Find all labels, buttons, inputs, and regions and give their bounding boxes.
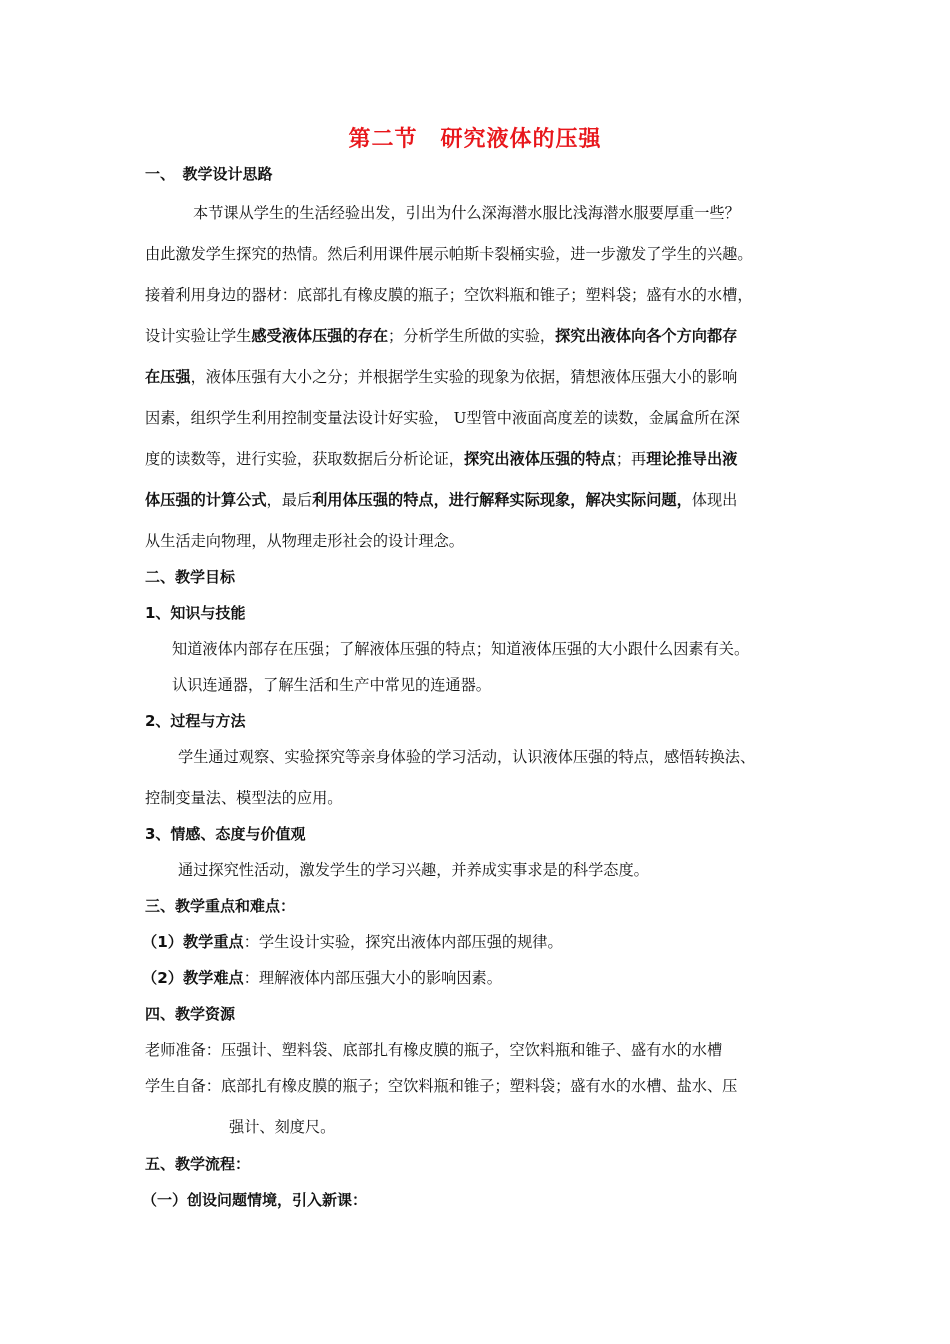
focus-text: ：学生设计实验，探究出液体内部压强的规律。 xyxy=(243,933,563,951)
difficulty-label: （2）教学难点 xyxy=(142,969,244,987)
text-span: ；再 xyxy=(615,450,647,468)
section-heading-focus: 三、教学重点和难点： xyxy=(145,897,296,915)
section-heading-resources: 四、教学资源 xyxy=(145,1005,236,1023)
emphasis-text: 探究出液体向各个方向都存 xyxy=(555,327,738,345)
paragraph-line xyxy=(145,489,737,510)
text-span: ，最后 xyxy=(266,491,313,509)
emphasis-text: 体压强的计算公式 xyxy=(145,491,267,509)
text-span: ，液体压强有大小之分；并根据学生实验的现象为依据，猜想液体压强大小的影响 xyxy=(190,368,738,386)
subheading-attitude: 3、情感、态度与价值观 xyxy=(145,825,306,843)
paragraph-line: 通过探究性活动，激发学生的学习兴趣，并养成实事求是的科学态度。 xyxy=(178,861,649,879)
paragraph-line: 控制变量法、模型法的应用。 xyxy=(145,789,343,807)
page-title: 第二节 研究液体的压强 xyxy=(348,127,602,152)
text-span: 体现出 xyxy=(691,491,738,509)
text-span: 度的读数等，进行实验，获取数据后分析论证， xyxy=(145,450,464,468)
subheading-knowledge: 1、知识与技能 xyxy=(145,604,246,622)
focus-item xyxy=(142,931,563,952)
subheading-process: 2、过程与方法 xyxy=(145,712,246,730)
emphasis-text: 在压强 xyxy=(145,368,191,386)
section-heading-goals: 二、教学目标 xyxy=(145,568,236,586)
paragraph-line: 强计、刻度尺。 xyxy=(229,1118,336,1136)
paragraph-line xyxy=(145,325,737,346)
paragraph-line xyxy=(145,366,737,387)
paragraph-line: 学生自备：底部扎有橡皮膜的瓶子；空饮料瓶和锥子；塑料袋；盛有水的水槽、盐水、压 xyxy=(145,1077,738,1095)
section-heading-flow: 五、教学流程： xyxy=(145,1155,251,1173)
paragraph-line: 由此激发学生探究的热情。然后利用课件展示帕斯卡裂桶实验，进一步激发了学生的兴趣。 xyxy=(145,245,753,263)
paragraph-line: 认识连通器，了解生活和生产中常见的连通器。 xyxy=(172,676,491,694)
paragraph-line xyxy=(145,448,737,469)
emphasis-text: 利用体压强的特点，进行解释实际现象，解决实际问题， xyxy=(312,491,692,509)
paragraph-line: 本节课从学生的生活经验出发，引出为什么深海潜水服比浅海潜水服要厚重一些？ xyxy=(193,204,740,222)
paragraph-line: 接着利用身边的器材：底部扎有橡皮膜的瓶子；空饮料瓶和锥子；塑料袋；盛有水的水槽， xyxy=(145,286,753,304)
text-span: 设计实验让学生 xyxy=(145,327,252,345)
paragraph-line: 因素，组织学生利用控制变量法设计好实验， U型管中液面高度差的读数，金属盒所在深 xyxy=(145,409,740,427)
paragraph-line: 老师准备：压强计、塑料袋、底部扎有橡皮膜的瓶子，空饮料瓶和锥子、盛有水的水槽 xyxy=(145,1041,723,1059)
paragraph-line: 知道液体内部存在压强；了解液体压强的特点；知道液体压强的大小跟什么因素有关。 xyxy=(172,640,750,658)
paragraph-line: 学生通过观察、实验探究等亲身体验的学习活动，认识液体压强的特点，感悟转换法、 xyxy=(178,748,756,766)
emphasis-text: 探究出液体压强的特点 xyxy=(463,450,616,468)
paragraph-line: 从生活走向物理，从物理走形社会的设计理念。 xyxy=(145,532,464,550)
section-heading-design: 一、 教学设计思路 xyxy=(145,165,273,183)
emphasis-text: 感受液体压强的存在 xyxy=(251,327,388,345)
emphasis-text: 理论推导出液 xyxy=(646,450,738,468)
difficulty-text: ：理解液体内部压强大小的影响因素。 xyxy=(243,969,502,987)
focus-label: （1）教学重点 xyxy=(142,933,244,951)
difficulty-item xyxy=(142,967,502,988)
text-span: ；分析学生所做的实验， xyxy=(388,327,556,345)
subheading-flow-step: （一）创设问题情境，引入新课： xyxy=(142,1191,368,1209)
